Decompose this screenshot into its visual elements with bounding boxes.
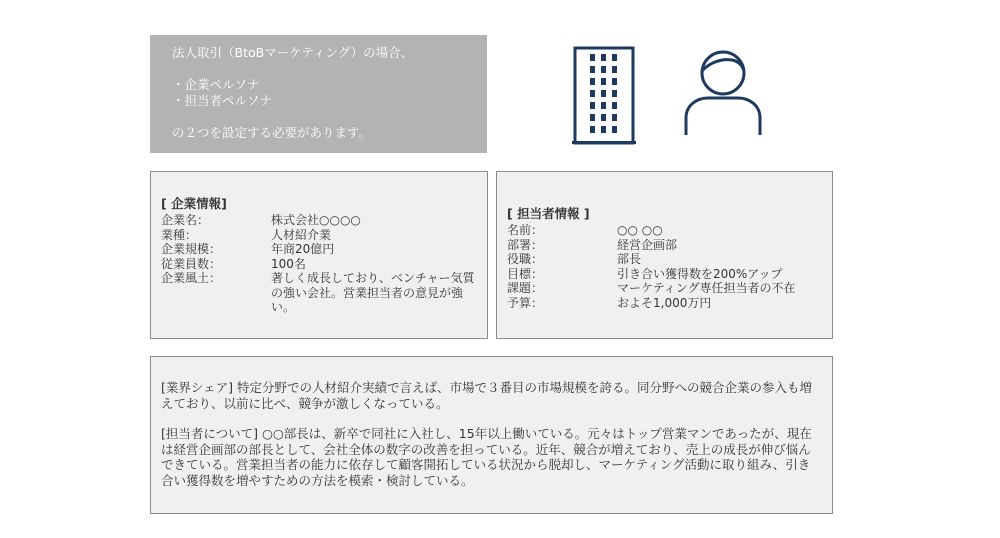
intro-conclusion: の２つを設定する必要があります。 xyxy=(172,125,372,140)
company-row xyxy=(161,242,487,257)
industry-share-paragraph: [業界シェア] 特定分野での人材紹介実績で言えば、市場で３番目の市場規模を誇る。同分野への競合企業の参入も増えており、以前に比べ、競争が激しくなっている。 xyxy=(161,380,812,411)
person-row-value: 経営企画部 xyxy=(617,237,678,252)
person-row-key: 役職： xyxy=(507,252,544,266)
company-row-value: 著しく成長しており、ベンチャー気質の強い会社。営業担当者の意見が強い。 xyxy=(271,271,475,314)
person-row-value: およそ1,000万円 xyxy=(617,295,712,310)
company-row-key: 従業員数： xyxy=(161,256,222,271)
person-row-value: 部長 xyxy=(617,252,642,266)
person-row xyxy=(507,267,832,282)
building-icon xyxy=(566,42,642,146)
company-row xyxy=(161,271,487,315)
company-row-value: 株式会社○○○○ xyxy=(271,213,361,227)
person-row-key: 部署： xyxy=(507,237,544,252)
person-row-value: マーケティング専任担当者の不在 xyxy=(617,281,796,295)
intro-box xyxy=(150,35,487,153)
person-row-key: 目標： xyxy=(507,266,544,281)
person-row-key: 名前： xyxy=(507,223,544,237)
intro-item-person-persona: ・担当者ペルソナ xyxy=(172,93,273,108)
person-row-value: ○○ ○○ xyxy=(617,223,663,237)
company-row xyxy=(161,213,487,228)
person-row xyxy=(507,296,832,311)
company-row-value: 年商20億円 xyxy=(271,242,335,256)
person-row-value: 引き合い獲得数を200%アップ xyxy=(617,266,783,281)
company-row xyxy=(161,257,487,272)
company-row-value: 100名 xyxy=(271,256,306,271)
person-row xyxy=(507,252,832,267)
company-row-key: 企業風土： xyxy=(161,271,222,285)
person-info-title: [ 担当者情報 ] xyxy=(507,206,590,221)
person-row xyxy=(507,223,832,238)
person-info-box xyxy=(496,171,833,339)
company-row-key: 業種： xyxy=(161,227,198,242)
company-row-key: 企業名： xyxy=(161,213,210,227)
company-row-key: 企業規模： xyxy=(161,242,222,256)
person-row-key: 課題： xyxy=(507,281,544,295)
person-row xyxy=(507,281,832,296)
person-background-paragraph: [担当者について] ○○部長は、新卒で同社に入社し、15年以上働いている。元々はトップ営業マンであったが、現在は経営企画部の部長として、会社全体の数字の改善を担っている。近年、競合が増えており、売上の成長が伸び悩んできている。営業担当者の能力に依存して顧客開拓している状況から脱却し、マーケティング活動に取り組み、引き合い獲得数を増やすための方法を模索・検討している。 xyxy=(161,426,812,488)
company-info-title: [ 企業情報] xyxy=(161,196,227,211)
intro-line: 法人取引（BtoBマーケティング）の場合、 xyxy=(172,45,414,60)
details-box xyxy=(150,356,833,514)
company-row-value: 人材紹介業 xyxy=(271,227,332,242)
person-row xyxy=(507,238,832,253)
person-row-key: 予算： xyxy=(507,295,544,310)
intro-item-company-persona: ・企業ペルソナ xyxy=(172,77,260,92)
company-info-box xyxy=(150,171,488,339)
person-icon xyxy=(680,44,766,138)
company-row xyxy=(161,228,487,243)
